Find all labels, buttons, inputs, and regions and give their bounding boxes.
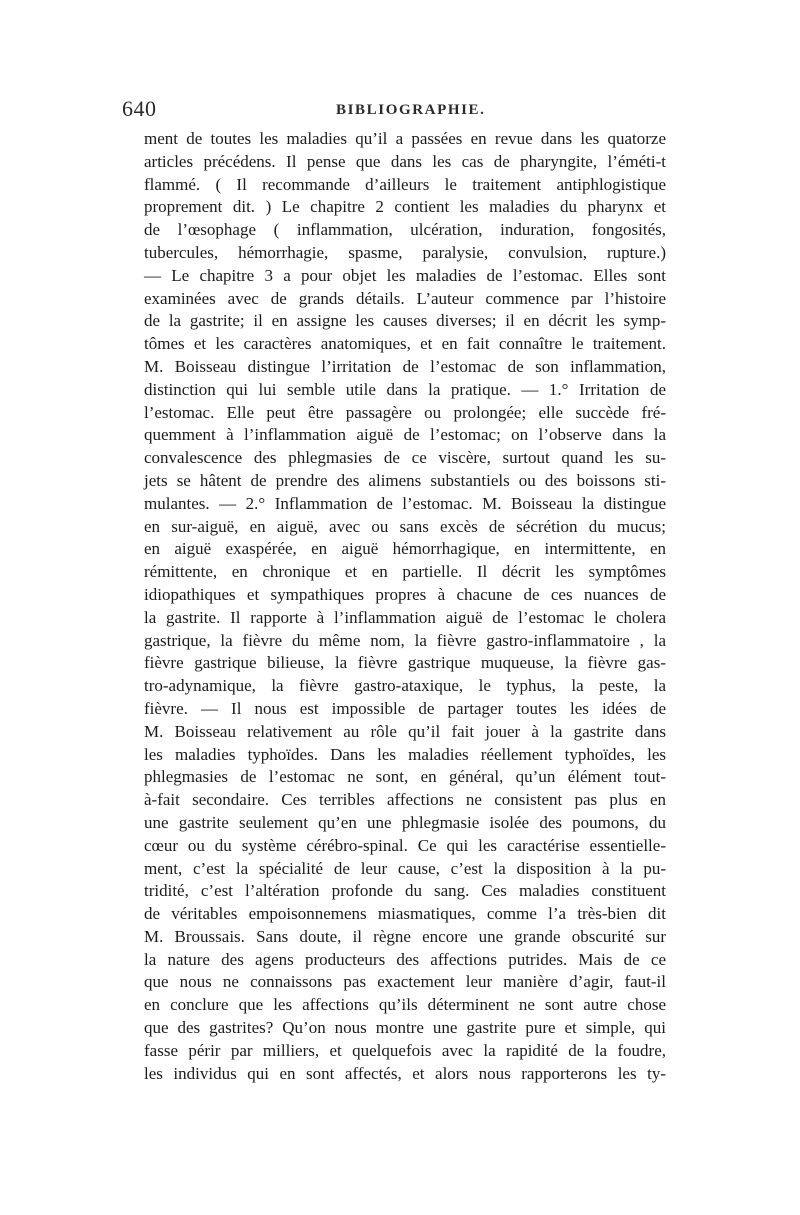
text-line: les maladies typhoïdes. Dans les maladies réellement typhoïdes, les [144,744,666,764]
text-line: distinction qui lui semble utile dans la pratique. — 1.° Irritation de [144,379,666,399]
text-line: tômes et les caractères anatomiques, et en fait connaître le traitement. [144,334,666,354]
text-line: la gastrite. Il rapporte à l’inflammation aiguë de l’estomac le cholera [144,607,666,627]
text-line: gastrique, la fièvre du même nom, la fièvre gastro-inflammatoire , la [144,630,666,650]
text-line: — Le chapitre 3 a pour objet les maladies de l’estomac. Elles sont [144,265,666,285]
text-line: quemment à l’inflammation aiguë de l’estomac; on l’observe dans la [144,425,666,445]
text-line: fièvre gastrique bilieuse, la fièvre gastrique muqueuse, la fièvre gas- [144,653,666,673]
body-text [144,128,666,1085]
text-line: convalescence des phlegmasies de ce viscère, surtout quand les su- [144,448,666,468]
page-number: 640 [122,96,157,121]
text-line: de l’œsophage ( inflammation, ulcération, induration, fongosités, [144,220,666,240]
text-line: de véritables empoisonnemens miasmatiques, comme l’a très-bien dit [144,904,666,924]
text-line: fièvre. — Il nous est impossible de partager toutes les idées de [144,698,666,718]
text-line: ment de toutes les maladies qu’il a passées en revue dans les quatorze [144,129,666,148]
running-head: BIBLIOGRAPHIE. [336,102,486,118]
text-line: rémittente, en chronique et en partielle. Il décrit les symptômes [144,562,666,582]
text-line: mulantes. — 2.° Inflammation de l’estomac. M. Boisseau la distingue [144,493,666,513]
text-line: à-fait secondaire. Ces terribles affections ne consistent pas plus en [144,790,666,810]
text-line: M. Boisseau relativement au rôle qu’il fait jouer à la gastrite dans [144,721,666,741]
text-line: en aiguë exaspérée, en aiguë hémorrhagique, en intermittente, en [144,539,666,559]
text-line: tridité, c’est l’altération profonde du sang. Ces maladies constituent [144,881,666,901]
text-line: ment, c’est la spécialité de leur cause, c’est la disposition à la pu- [144,858,666,878]
text-line: les individus qui en sont affectés, et alors nous rapporterons les ty- [144,1063,666,1083]
text-line: cœur ou du système cérébro-spinal. Ce qui les caractérise essentielle- [144,835,666,855]
text-line: examinées avec de grands détails. L’auteur commence par l’histoire [144,288,666,308]
text-line: jets se hâtent de prendre des alimens substantiels ou des boissons sti- [144,470,666,490]
page-header [122,96,662,126]
text-line: flammé. ( Il recommande d’ailleurs le traitement antiphlogistique [144,174,666,194]
text-line: proprement dit. ) Le chapitre 2 contient les maladies du pharynx et [144,197,666,217]
text-fragment: articles précédens. Il pense que dans les cas de pharyngite, l’éméti-t [144,151,666,171]
text-line: M. Broussais. Sans doute, il règne encore une grande obscurité sur [144,926,666,946]
text-line: M. Boisseau distingue l’irritation de l’estomac de son inflammation, [144,356,666,376]
text-line: de la gastrite; il en assigne les causes diverses; il en décrit les symp- [144,311,666,331]
text-line: tro-adynamique, la fièvre gastro-ataxique, le typhus, la peste, la [144,676,666,696]
text-line: que des gastrites? Qu’on nous montre une gastrite pure et simple, qui [144,1018,666,1038]
text-line: phlegmasies de l’estomac ne sont, en général, qu’un élément tout- [144,767,666,787]
text-line [144,151,666,174]
text-line: une gastrite seulement qu’en une phlegmasie isolée des poumons, du [144,812,666,832]
text-line: idiopathiques et sympathiques propres à chacune de ces nuances de [144,584,666,604]
text-line: que nous ne connaissons pas exactement leur manière d’agir, faut-il [144,972,666,992]
text-line: en sur-aiguë, en aiguë, avec ou sans excès de sécrétion du mucus; [144,516,666,536]
text-line: l’estomac. Elle peut être passagère ou prolongée; elle succède fré- [144,402,666,422]
text-line: fasse périr par milliers, et quelquefois avec la rapidité de la foudre, [144,1040,666,1060]
text-line: tubercules, hémorrhagie, spasme, paralysie, convulsion, rupture.) [144,242,666,262]
text-line: la nature des agens producteurs des affections putrides. Mais de ce [144,949,666,969]
text-line: en conclure que les affections qu’ils déterminent ne sont autre chose [144,995,666,1015]
